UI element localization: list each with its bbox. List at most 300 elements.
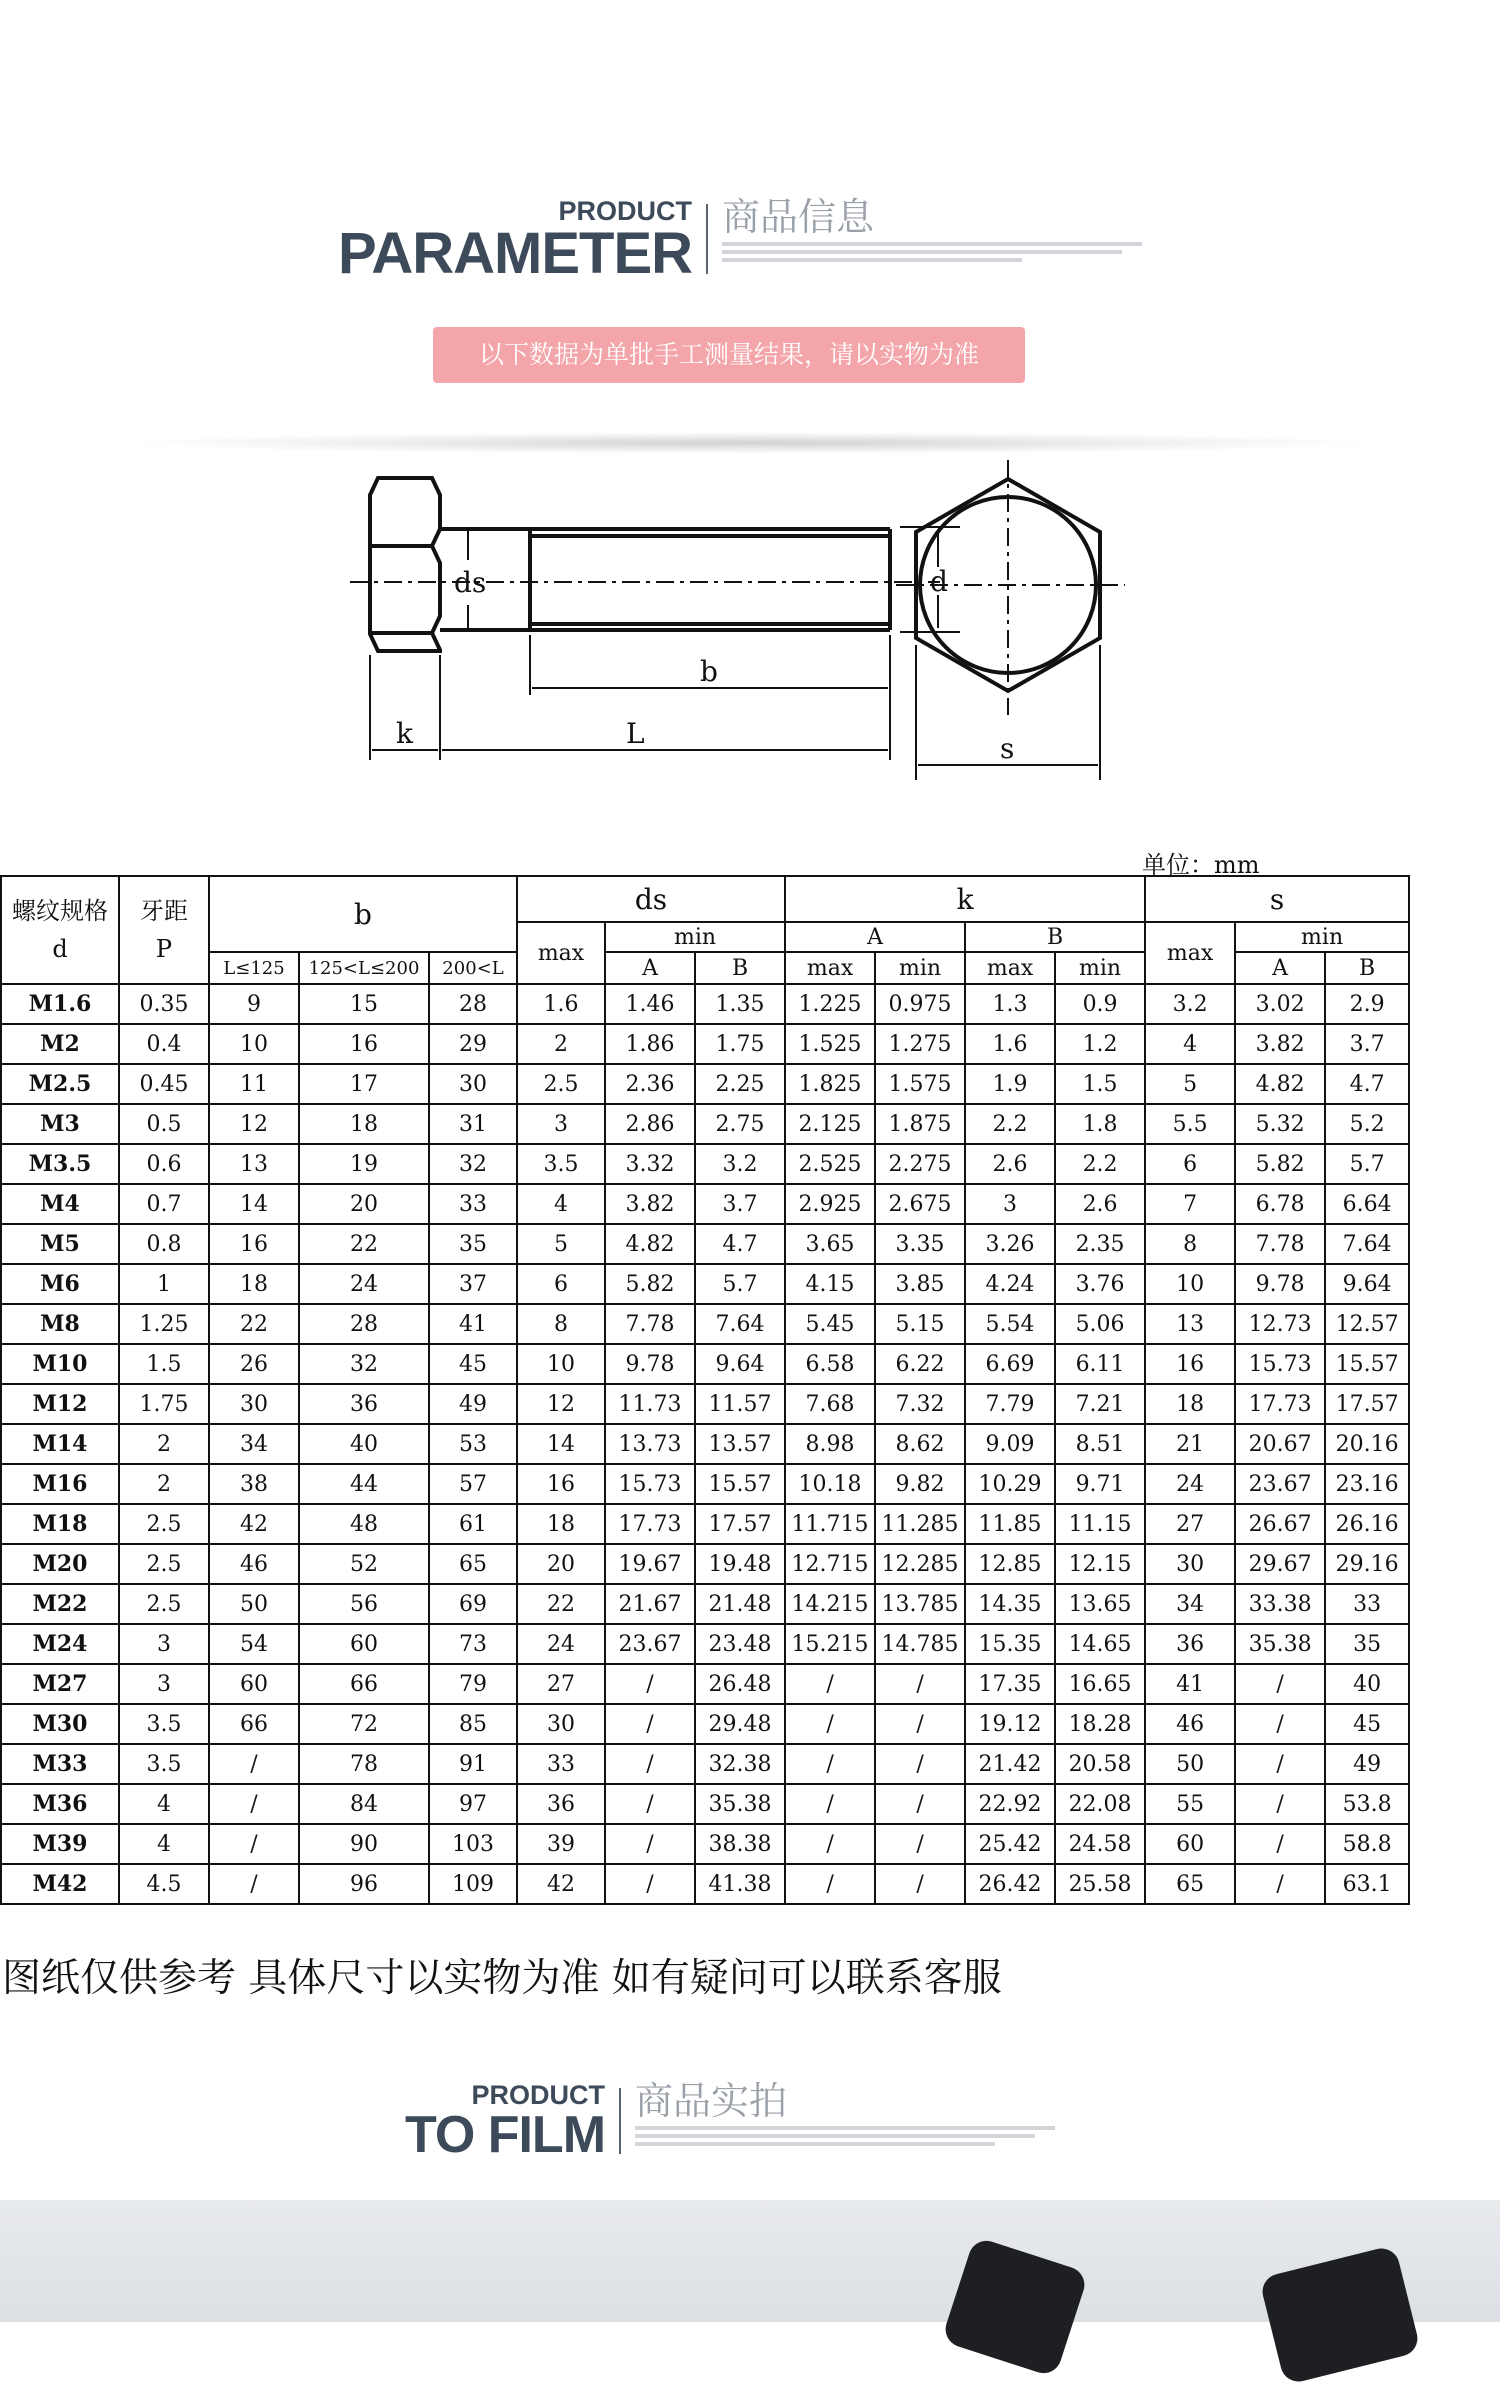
table-cell: 24.58 [1055,1824,1145,1864]
table-cell: 28 [429,984,517,1024]
header-pitch-p: P [155,935,173,963]
thread-size-cell: M33 [1,1744,119,1784]
table-cell: 2.6 [1055,1184,1145,1224]
header-k-a: A [785,922,965,952]
table-cell: 17.35 [965,1664,1055,1704]
table-cell: 103 [429,1824,517,1864]
table-cell: 78 [299,1744,429,1784]
table-cell: 3.5 [119,1744,209,1784]
table-cell: 14.215 [785,1584,875,1624]
table-cell: 1.225 [785,984,875,1024]
table-cell: 1.9 [965,1064,1055,1104]
film-header-fine-print [635,2126,1055,2146]
table-cell: 22.92 [965,1784,1055,1824]
table-cell: 5.5 [1145,1104,1235,1144]
thread-size-cell: M16 [1,1464,119,1504]
table-cell: / [1235,1824,1325,1864]
table-row [1,1784,1409,1824]
table-row [1,1304,1409,1344]
table-cell: 3.82 [1235,1024,1325,1064]
table-row [1,1504,1409,1544]
diagram-label-k: k [396,717,413,750]
table-cell: 20 [517,1544,605,1584]
table-cell: 1.525 [785,1024,875,1064]
table-cell: 35 [1325,1624,1409,1664]
table-cell: 18 [209,1264,299,1304]
thread-size-cell: M10 [1,1344,119,1384]
header-ds-min-a: A [605,952,695,984]
table-cell: 40 [1325,1664,1409,1704]
thread-size-cell: M3 [1,1104,119,1144]
parameter-header-small: PRODUCT [558,196,693,226]
table-cell: 40 [299,1424,429,1464]
spec-table [0,875,1410,1905]
table-cell: 5.45 [785,1304,875,1344]
table-cell: 15.57 [1325,1344,1409,1384]
table-cell: 7 [1145,1184,1235,1224]
table-cell: 36 [517,1784,605,1824]
table-cell: 29 [429,1024,517,1064]
table-cell: 6.11 [1055,1344,1145,1384]
table-cell: 11.73 [605,1384,695,1424]
table-cell: 91 [429,1744,517,1784]
header-ds-max: max [517,922,605,984]
table-cell: 1.35 [695,984,785,1024]
table-cell: / [875,1704,965,1744]
table-cell: 52 [299,1544,429,1584]
table-cell: 29.48 [695,1704,785,1744]
table-cell: 60 [299,1624,429,1664]
header-thread-d: d [52,935,68,963]
table-cell: 29.67 [1235,1544,1325,1584]
table-cell: 13.57 [695,1424,785,1464]
header-s-min-a: A [1235,952,1325,984]
header-b-2: 125<L≤200 [299,952,429,984]
table-cell: 16 [1145,1344,1235,1384]
header-thread [1,876,119,984]
table-cell: 5.32 [1235,1104,1325,1144]
table-row [1,1824,1409,1864]
thread-size-cell: M22 [1,1584,119,1624]
table-cell: 9.78 [605,1344,695,1384]
table-cell: 2.6 [965,1144,1055,1184]
table-cell: 2.35 [1055,1224,1145,1264]
table-cell: 3 [517,1104,605,1144]
table-cell: 3 [119,1664,209,1704]
table-cell: 15.73 [1235,1344,1325,1384]
table-cell: 79 [429,1664,517,1704]
table-cell: 32 [429,1144,517,1184]
table-cell: 3.85 [875,1264,965,1304]
header-k-a-min: min [875,952,965,984]
table-row [1,1864,1409,1904]
table-cell: / [1235,1744,1325,1784]
table-cell: 17.57 [1325,1384,1409,1424]
table-cell: 8 [517,1304,605,1344]
table-cell: 1.3 [965,984,1055,1024]
table-cell: 1.5 [1055,1064,1145,1104]
table-cell: 19.67 [605,1544,695,1584]
table-cell: 32.38 [695,1744,785,1784]
table-cell: 39 [517,1824,605,1864]
table-cell: 1 [119,1264,209,1304]
table-cell: / [605,1864,695,1904]
thread-size-cell: M36 [1,1784,119,1824]
thread-size-cell: M12 [1,1384,119,1424]
table-row [1,1344,1409,1384]
table-cell: 37 [429,1264,517,1304]
product-photo [0,2200,1500,2322]
table-cell: 12.285 [875,1544,965,1584]
header-ds: ds [517,876,785,922]
table-cell: 0.45 [119,1064,209,1104]
thread-size-cell: M24 [1,1624,119,1664]
thread-size-cell: M6 [1,1264,119,1304]
table-cell: 66 [209,1704,299,1744]
table-cell: 5.7 [695,1264,785,1304]
table-cell: 30 [517,1704,605,1744]
table-cell: 3.35 [875,1224,965,1264]
table-cell: 2.2 [1055,1144,1145,1184]
table-cell: 31 [429,1104,517,1144]
table-cell: / [785,1744,875,1784]
table-row [1,1624,1409,1664]
bolt-head-photo-1 [941,2236,1089,2378]
table-cell: 0.7 [119,1184,209,1224]
table-cell: 3.2 [1145,984,1235,1024]
table-cell: 22 [517,1584,605,1624]
table-cell: 23.67 [605,1624,695,1664]
thread-size-cell: M5 [1,1224,119,1264]
table-cell: 27 [1145,1504,1235,1544]
table-cell: 2.5 [119,1584,209,1624]
table-cell: 41 [429,1304,517,1344]
table-cell: 2.5 [119,1544,209,1584]
table-cell: 1.75 [695,1024,785,1064]
table-cell: / [209,1864,299,1904]
table-cell: 34 [1145,1584,1235,1624]
table-cell: 1.2 [1055,1024,1145,1064]
table-cell: 6.22 [875,1344,965,1384]
table-cell: 8.98 [785,1424,875,1464]
table-cell: 3.65 [785,1224,875,1264]
thread-size-cell: M14 [1,1424,119,1464]
table-cell: 84 [299,1784,429,1824]
table-cell: 21.67 [605,1584,695,1624]
table-cell: / [785,1824,875,1864]
table-cell: 48 [299,1504,429,1544]
table-cell: 12.85 [965,1544,1055,1584]
table-cell: 30 [209,1384,299,1424]
table-cell: 90 [299,1824,429,1864]
table-cell: 38.38 [695,1824,785,1864]
table-cell: 4 [119,1824,209,1864]
table-cell: 5 [1145,1064,1235,1104]
table-cell: 5.54 [965,1304,1055,1344]
table-cell: / [785,1704,875,1744]
table-cell: 56 [299,1584,429,1624]
table-cell: 17.57 [695,1504,785,1544]
table-cell: 49 [429,1384,517,1424]
table-cell: 1.275 [875,1024,965,1064]
table-cell: 9.64 [695,1344,785,1384]
table-cell: 15.57 [695,1464,785,1504]
table-row [1,1744,1409,1784]
table-cell: / [605,1824,695,1864]
table-cell: 3.26 [965,1224,1055,1264]
table-cell: 5.82 [605,1264,695,1304]
diagram-label-s: s [1000,732,1015,765]
table-cell: 22 [299,1224,429,1264]
parameter-header-divider [706,204,708,274]
table-cell: 4.7 [1325,1064,1409,1104]
table-unit: 单位：mm [1142,851,1260,879]
diagram-label-ds: ds [454,566,487,599]
film-header-divider [619,2088,621,2154]
table-cell: 73 [429,1624,517,1664]
table-cell: 30 [1145,1544,1235,1584]
table-cell: 16.65 [1055,1664,1145,1704]
table-cell: 1.575 [875,1064,965,1104]
table-cell: 4 [517,1184,605,1224]
header-ds-min: min [605,922,785,952]
table-cell: 30 [429,1064,517,1104]
table-cell: 24 [517,1624,605,1664]
table-cell: 54 [209,1624,299,1664]
table-cell: 23.67 [1235,1464,1325,1504]
table-cell: 42 [517,1864,605,1904]
table-cell: 4.82 [605,1224,695,1264]
table-cell: 46 [209,1544,299,1584]
table-cell: 19 [299,1144,429,1184]
table-cell: / [875,1824,965,1864]
table-cell: 7.32 [875,1384,965,1424]
table-cell: 5.82 [1235,1144,1325,1184]
film-header-title: TO FILM [405,2106,606,2164]
table-cell: 7.64 [1325,1224,1409,1264]
table-cell: 41.38 [695,1864,785,1904]
table-cell: 10 [517,1344,605,1384]
table-cell: 7.64 [695,1304,785,1344]
header-k-a-max: max [785,952,875,984]
table-cell: 72 [299,1704,429,1744]
table-cell: 7.21 [1055,1384,1145,1424]
table-cell: 7.78 [1235,1224,1325,1264]
table-cell: 22 [209,1304,299,1344]
table-cell: 1.6 [517,984,605,1024]
table-row [1,1704,1409,1744]
table-cell: 1.25 [119,1304,209,1344]
table-cell: 8 [1145,1224,1235,1264]
table-cell: 1.6 [965,1024,1055,1064]
table-cell: 2.25 [695,1064,785,1104]
table-cell: 11.715 [785,1504,875,1544]
table-cell: 10.18 [785,1464,875,1504]
table-cell: 50 [209,1584,299,1624]
table-cell: 5 [517,1224,605,1264]
table-cell: 4 [1145,1024,1235,1064]
table-cell: 22.08 [1055,1784,1145,1824]
table-cell: 27 [517,1664,605,1704]
spec-table-body [1,984,1409,1904]
table-cell: 7.68 [785,1384,875,1424]
table-cell: / [1235,1784,1325,1824]
thread-size-cell: M27 [1,1664,119,1704]
table-cell: 3.82 [605,1184,695,1224]
table-cell: 4.7 [695,1224,785,1264]
table-cell: 14 [209,1184,299,1224]
parameter-header-cn: 商品信息 [722,195,875,239]
table-cell: 11 [209,1064,299,1104]
table-cell: 3 [965,1184,1055,1224]
footnote: 图纸仅供参考 具体尺寸以实物为准 如有疑问可以联系客服 [2,1956,1002,2001]
table-cell: 2.86 [605,1104,695,1144]
table-row [1,1064,1409,1104]
table-cell: 109 [429,1864,517,1904]
table-cell: 1.8 [1055,1104,1145,1144]
table-cell: 29.16 [1325,1544,1409,1584]
table-cell: / [209,1824,299,1864]
table-cell: 3.76 [1055,1264,1145,1304]
table-cell: 33.38 [1235,1584,1325,1624]
header-s-min-b: B [1325,952,1409,984]
table-cell: 16 [517,1464,605,1504]
table-cell: 20.58 [1055,1744,1145,1784]
table-row [1,1544,1409,1584]
table-cell: 5.2 [1325,1104,1409,1144]
table-row [1,1024,1409,1064]
table-cell: 17.73 [605,1504,695,1544]
table-cell: 60 [1145,1824,1235,1864]
table-cell: 65 [429,1544,517,1584]
table-cell: 0.35 [119,984,209,1024]
header-ds-min-b: B [695,952,785,984]
table-cell: 6 [517,1264,605,1304]
table-cell: 12.73 [1235,1304,1325,1344]
table-row [1,1664,1409,1704]
thread-size-cell: M2.5 [1,1064,119,1104]
header-b: b [209,876,517,952]
table-cell: 3 [119,1624,209,1664]
table-cell: 15.215 [785,1624,875,1664]
table-cell: 10.29 [965,1464,1055,1504]
table-cell: 63.1 [1325,1864,1409,1904]
table-cell: 21 [1145,1424,1235,1464]
table-row [1,1384,1409,1424]
table-cell: 4.82 [1235,1064,1325,1104]
section-shadow [130,432,1370,454]
header-s-max: max [1145,922,1235,984]
thread-size-cell: M2 [1,1024,119,1064]
table-cell: 20.16 [1325,1424,1409,1464]
header-k-b-min: min [1055,952,1145,984]
table-cell: 55 [1145,1784,1235,1824]
table-cell: 7.79 [965,1384,1055,1424]
table-cell: 35.38 [695,1784,785,1824]
table-cell: / [875,1744,965,1784]
table-cell: 4.15 [785,1264,875,1304]
table-cell: 14 [517,1424,605,1464]
table-cell: 5.7 [1325,1144,1409,1184]
table-cell: 58.8 [1325,1824,1409,1864]
table-cell: 15.35 [965,1624,1055,1664]
film-header-small: PRODUCT [471,2080,606,2110]
table-cell: 23.16 [1325,1464,1409,1504]
table-cell: 3.5 [119,1704,209,1744]
table-cell: 2.5 [517,1064,605,1104]
table-cell: 17.73 [1235,1384,1325,1424]
table-cell: 0.8 [119,1224,209,1264]
table-cell: 10 [209,1024,299,1064]
table-cell: 4 [119,1784,209,1824]
table-cell: 1.46 [605,984,695,1024]
table-cell: 6.69 [965,1344,1055,1384]
table-cell: 12.57 [1325,1304,1409,1344]
table-cell: 19.12 [965,1704,1055,1744]
table-cell: 13 [209,1144,299,1184]
thread-size-cell: M18 [1,1504,119,1544]
measurement-notice: 以下数据为单批手工测量结果，请以实物为准 [433,327,1025,383]
table-cell: 9.09 [965,1424,1055,1464]
table-cell: 5.15 [875,1304,965,1344]
table-cell: 57 [429,1464,517,1504]
table-cell: 13 [1145,1304,1235,1344]
table-cell: 96 [299,1864,429,1904]
diagram-label-d: d [930,565,948,598]
table-cell: 42 [209,1504,299,1544]
table-cell: 46 [1145,1704,1235,1744]
header-pitch [119,876,209,984]
table-cell: 16 [209,1224,299,1264]
table-cell: / [605,1744,695,1784]
table-cell: 14.35 [965,1584,1055,1624]
table-cell: 6.58 [785,1344,875,1384]
table-cell: 3.7 [695,1184,785,1224]
table-cell: 85 [429,1704,517,1744]
table-cell: 2.5 [119,1504,209,1544]
table-cell: 11.57 [695,1384,785,1424]
table-row [1,1264,1409,1304]
table-cell: / [209,1784,299,1824]
bolt-head-photo-2 [1259,2245,1421,2385]
thread-size-cell: M20 [1,1544,119,1584]
table-cell: 14.65 [1055,1624,1145,1664]
table-cell: 19.48 [695,1544,785,1584]
table-cell: 7.78 [605,1304,695,1344]
table-cell: 11.285 [875,1504,965,1544]
diagram-label-b: b [700,655,718,688]
table-cell: 26.16 [1325,1504,1409,1544]
header-s-min: min [1235,922,1409,952]
table-cell: 2.36 [605,1064,695,1104]
table-cell: 6.64 [1325,1184,1409,1224]
table-row [1,984,1409,1024]
table-cell: 2.925 [785,1184,875,1224]
bolt-dimension-diagram [340,455,1140,790]
table-cell: 11.85 [965,1504,1055,1544]
table-cell: 2.75 [695,1104,785,1144]
table-cell: 36 [299,1384,429,1424]
table-cell: 8.62 [875,1424,965,1464]
header-pitch-label: 牙距 [140,896,188,925]
table-cell: 50 [1145,1744,1235,1784]
table-cell: 61 [429,1504,517,1544]
table-cell: 0.6 [119,1144,209,1184]
table-cell: 11.15 [1055,1504,1145,1544]
table-cell: 36 [1145,1624,1235,1664]
thread-size-cell: M4 [1,1184,119,1224]
table-cell: 18 [299,1104,429,1144]
